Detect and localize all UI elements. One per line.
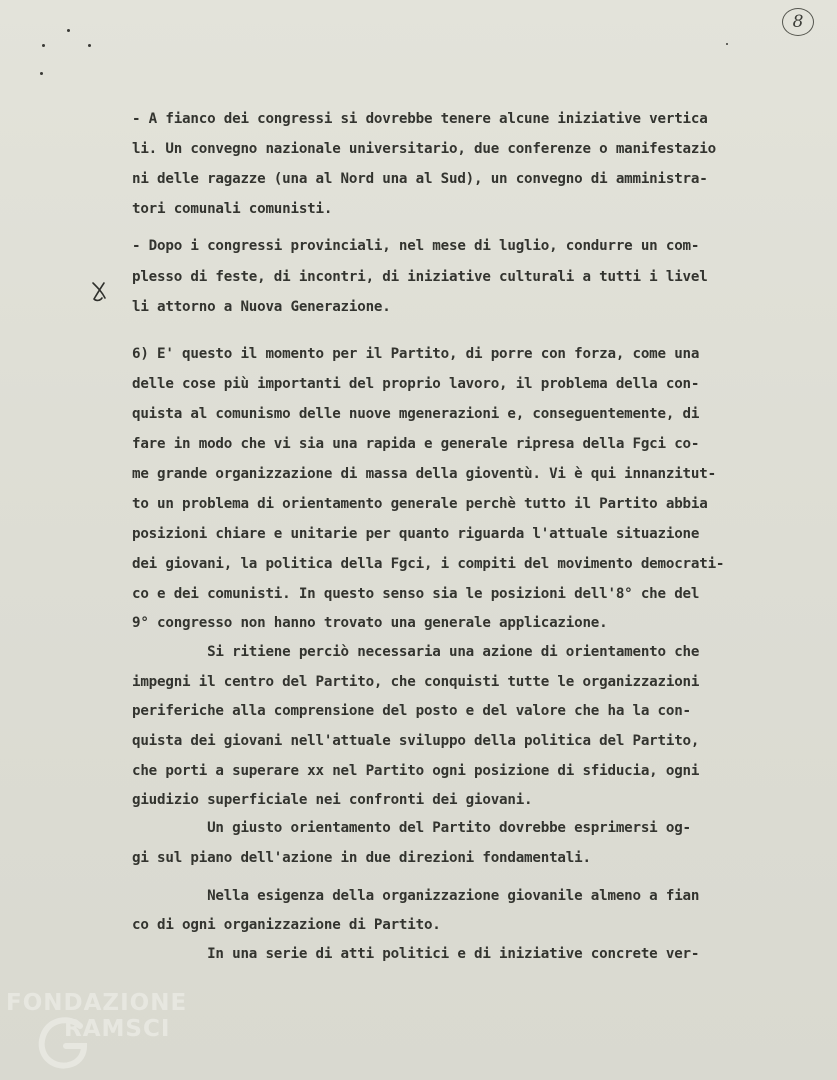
text-line: 6) E' questo il momento per il Partito, di porre con forza, come una <box>132 346 700 362</box>
text-line: to un problema di orientamento generale perchè tutto il Partito abbia <box>132 496 708 512</box>
text-line: li. Un convegno nazionale universitario, due conferenze o manifestazio <box>132 141 716 157</box>
text-line: In una serie di atti politici e di iniziative concrete ver- <box>132 946 700 962</box>
watermark-line1: FONDAZIONE <box>6 990 188 1016</box>
ink-speck <box>67 29 70 32</box>
ink-speck <box>726 43 728 45</box>
text-line: fare in modo che vi sia una rapida e generale ripresa della Fgci co- <box>132 436 700 452</box>
text-line: co e dei comunisti. In questo senso sia le posizioni dell'8° che del <box>132 586 700 602</box>
fondazione-gramsci-watermark <box>6 990 216 1070</box>
text-line: delle cose più importanti del proprio lavoro, il problema della con- <box>132 376 700 392</box>
handwritten-margin-mark-icon <box>90 280 108 302</box>
text-line: me grande organizzazione di massa della gioventù. Vi è qui innanzitut- <box>132 466 716 482</box>
page-number: 8 <box>782 8 814 36</box>
text-line: quista al comunismo delle nuove mgenerazioni e, conseguentemente, di <box>132 406 700 422</box>
text-line: 9° congresso non hanno trovato una generale applicazione. <box>132 615 608 631</box>
text-line: li attorno a Nuova Generazione. <box>132 299 391 315</box>
text-line: quista dei giovani nell'attuale sviluppo della politica del Partito, <box>132 733 700 749</box>
watermark-line2: RAMSCI <box>64 1016 171 1042</box>
text-line: che porti a superare xx nel Partito ogni posizione di sfiducia, ogni <box>132 763 700 779</box>
text-line: plesso di feste, di incontri, di iniziative culturali a tutti i livel <box>132 269 708 285</box>
text-line: - Dopo i congressi provinciali, nel mese di luglio, condurre un com- <box>132 238 700 254</box>
text-line: Si ritiene perciò necessaria una azione di orientamento che <box>132 644 700 660</box>
text-line: gi sul piano dell'azione in due direzioni fondamentali. <box>132 850 591 866</box>
text-line: impegni il centro del Partito, che conquisti tutte le organizzazioni <box>132 674 700 690</box>
text-line: ni delle ragazze (una al Nord una al Sud), un convegno di amministra- <box>132 171 708 187</box>
text-line: periferiche alla comprensione del posto e del valore che ha la con- <box>132 703 691 719</box>
text-line: Un giusto orientamento del Partito dovrebbe esprimersi og- <box>132 820 691 836</box>
text-line: posizioni chiare e unitarie per quanto riguarda l'attuale situazione <box>132 526 700 542</box>
ink-speck <box>42 44 45 47</box>
ink-speck <box>40 72 43 75</box>
text-line: Nella esigenza della organizzazione giovanile almeno a fian <box>132 888 700 904</box>
text-line: - A fianco dei congressi si dovrebbe tenere alcune iniziative vertica <box>132 111 708 127</box>
text-line: co di ogni organizzazione di Partito. <box>132 917 441 933</box>
ink-speck <box>88 44 91 47</box>
text-line: giudizio superficiale nei confronti dei giovani. <box>132 792 533 808</box>
text-line: dei giovani, la politica della Fgci, i compiti del movimento democrati- <box>132 556 725 572</box>
text-line: tori comunali comunisti. <box>132 201 333 217</box>
